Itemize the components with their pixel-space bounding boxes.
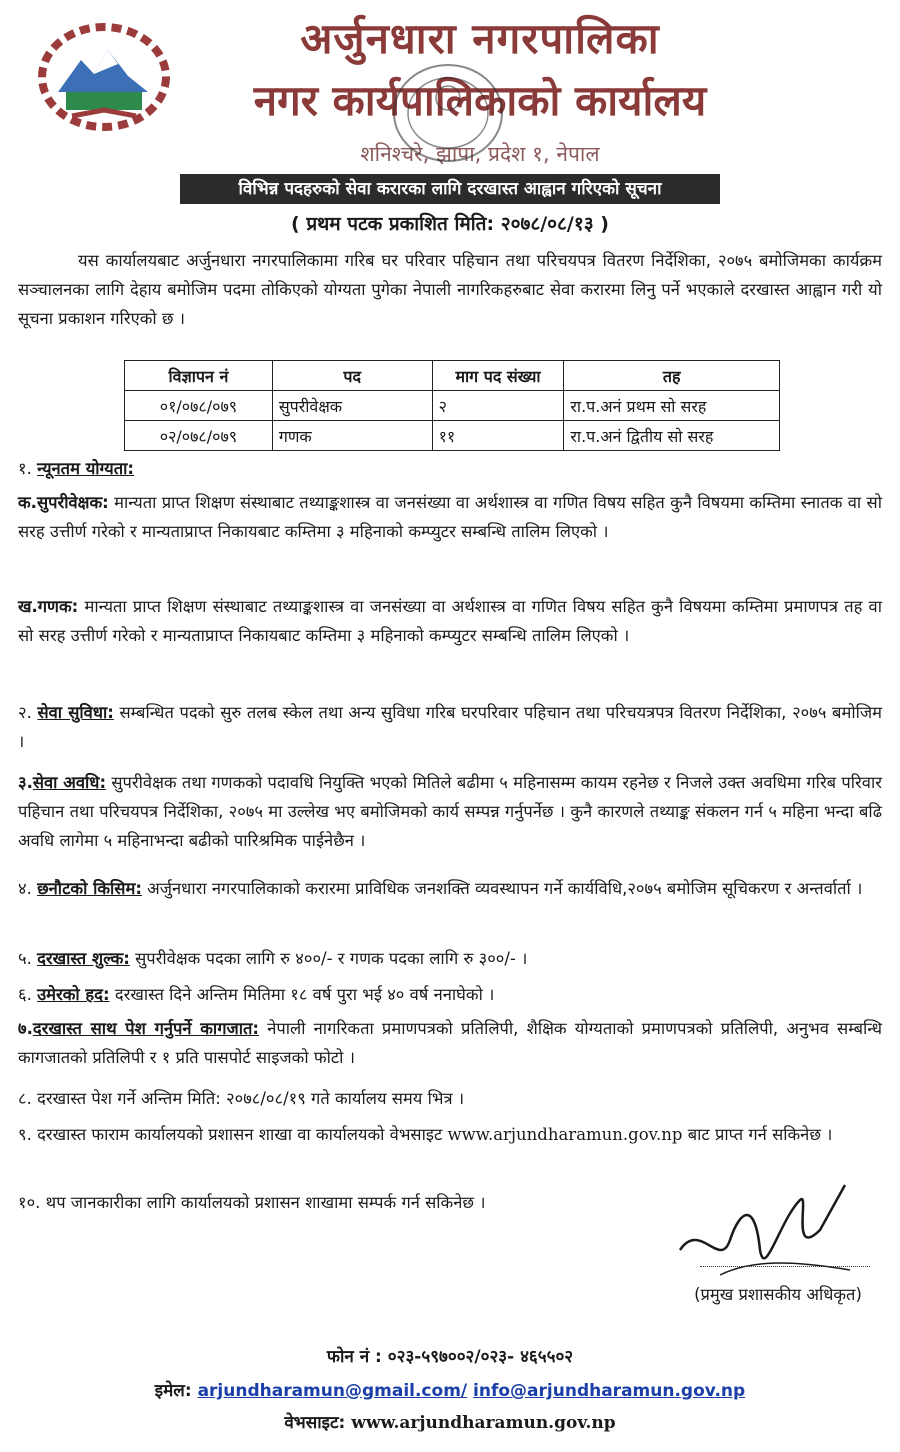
section-title: छनौटको किसिम: bbox=[37, 879, 142, 898]
section-age-limit bbox=[18, 980, 882, 1009]
section-text: सुपरीवेक्षक तथा गणकको पदावधि नियुक्ति भएको मितिले बढीमा ५ महिनासम्म कायम रहनेछ र निजले उक्त अवधिमा गरिब परिवार पहिचान तथा परिचयपत्र निर्देशिका, २०७५ मा उल्लेख भए बमोजिमको कार्य सम्पन्न गर्नुपर्नेछ । कुनै कारणले तथ्याङ्क संकलन गर्न ५ महिना भन्दा बढि अवधि लागेमा ५ महिनाभन्दा बढीको पारिश्रमिक पाईनेछैन । bbox=[18, 773, 882, 850]
section-number: ४. bbox=[18, 879, 32, 898]
section-title: न्यूनतम योग्यता: bbox=[37, 459, 135, 478]
email-link[interactable]: info@arjundharamun.gov.np bbox=[473, 1381, 746, 1401]
section-qualification-heading bbox=[18, 454, 882, 483]
signature-line bbox=[700, 1266, 870, 1267]
section-title: उमेरको हद: bbox=[37, 985, 110, 1004]
section-label: क.सुपरीवेक्षक: bbox=[18, 493, 109, 512]
email-link[interactable]: arjundharamun@gmail.com/ bbox=[197, 1381, 468, 1401]
section-deadline: ८. दरखास्त पेश गर्ने अन्तिम मिति: २०७८/०८/१९ गते कार्यालय समय भित्र । bbox=[18, 1089, 465, 1108]
section-text: सम्बन्धित पदको सुरु तलब स्केल तथा अन्य सुविधा गरिब घरपरिवार पहिचान तथा परिचयत्रपत्र वितरण निर्देशिका, २०७५ बमोजिम । bbox=[18, 703, 882, 751]
table-header-row bbox=[125, 361, 780, 391]
section-title: सेवा सुविधा: bbox=[37, 703, 114, 722]
office-name: नगर कार्यपालिकाको कार्यालय bbox=[253, 76, 707, 125]
office-address: शनिश्चरे, झापा, प्रदेश १, नेपाल bbox=[360, 142, 600, 166]
cell-post: गणक bbox=[272, 421, 432, 451]
section-text: बाट प्राप्त गर्न सकिनेछ । bbox=[687, 1125, 833, 1144]
org-name: अर्जुनधारा नगरपालिका bbox=[300, 14, 660, 63]
email-label: इमेल: bbox=[154, 1381, 192, 1401]
section-facilities bbox=[18, 698, 882, 756]
website-label: वेभसाइट: bbox=[284, 1413, 346, 1433]
section-selection bbox=[18, 874, 882, 903]
section-label: ख.गणक: bbox=[18, 597, 79, 616]
cell-count: २ bbox=[432, 391, 564, 421]
signatory-title: (प्रमुख प्रशासकीय अधिकृत) bbox=[694, 1285, 862, 1304]
section-title: दरखास्त साथ पेश गर्नुपर्ने कागजात: bbox=[32, 1019, 260, 1038]
section-qualification-supervisor bbox=[18, 488, 882, 546]
section-title: सेवा अवधि: bbox=[32, 773, 107, 792]
footer-email bbox=[0, 1378, 900, 1401]
table-row bbox=[125, 391, 780, 421]
cell-count: ११ bbox=[432, 421, 564, 451]
vacancy-table bbox=[124, 360, 780, 451]
col-header-count: माग पद संख्या bbox=[432, 361, 564, 391]
section-text: मान्यता प्राप्त शिक्षण संस्थाबाट तथ्याङ्कशास्त्र वा जनसंख्या वा अर्थशास्त्र वा गणित विषय सहित कुनै विषयमा कम्तिमा प्रमाणपत्र तह वा सो सरह उत्तीर्ण गरेको र मान्यताप्राप्त निकायबाट कम्तिमा ३ महिनाको कम्प्युटर सम्बन्धि तालिम लिएको । bbox=[18, 597, 882, 645]
section-number: ५. bbox=[18, 949, 32, 968]
section-number: ६. bbox=[18, 985, 32, 1004]
cell-ad-no: ०२/०७८/०७९ bbox=[125, 421, 273, 451]
col-header-ad-no: विज्ञापन नं bbox=[125, 361, 273, 391]
intro-paragraph: यस कार्यालयबाट अर्जुनधारा नगरपालिकामा गरिब घर परिवार पहिचान तथा परिचयपत्र वितरण निर्देशिका, २०७५ बमोजिमका कार्यक्रम सञ्चालनका लागि देहाय बमोजिम पदमा तोकिएको योग्यता पुगेका नेपाली नागरिकहरुबाट सेवा करारमा लिनु पर्ने भएकाले दरखास्त आह्वान गरी यो सूचना प्रकाशन गरिएको छ । bbox=[18, 251, 882, 328]
section-contact: १०. थप जानकारीका लागि कार्यालयको प्रशासन शाखामा सम्पर्क गर्न सकिनेछ । bbox=[18, 1193, 486, 1212]
section-fee bbox=[18, 944, 882, 973]
section-text: दरखास्त दिने अन्तिम मितिमा १८ वर्ष पुरा भई ४० वर्ष ननाघेको । bbox=[114, 985, 495, 1004]
section-form bbox=[18, 1120, 882, 1149]
section-number: ३. bbox=[18, 773, 33, 792]
section-text: सुपरीवेक्षक पदका लागि रु ४००/- र गणक पदका लागि रु ३००/- । bbox=[135, 949, 528, 968]
website-link[interactable]: www.arjundharamun.gov.np bbox=[351, 1413, 616, 1433]
published-date: ( प्रथम पटक प्रकाशित मिति: २०७८/०८/१३ ) bbox=[291, 213, 609, 235]
table-row bbox=[125, 421, 780, 451]
office-seal-icon bbox=[388, 58, 508, 168]
website-link[interactable]: www.arjundharamun.gov.np bbox=[447, 1125, 683, 1144]
nepal-emblem-icon bbox=[36, 22, 172, 132]
section-title: दरखास्त शुल्क: bbox=[37, 949, 130, 968]
section-text: मान्यता प्राप्त शिक्षण संस्थाबाट तथ्याङ्कशास्त्र वा जनसंख्या वा अर्थशास्त्र वा गणित विषय सहित कुनै विषयमा कम्तिमा स्नातक वा सो सरह उत्तीर्ण गरेको र मान्यताप्राप्त निकायबाट कम्तिमा ३ महिनाको कम्प्युटर सम्बन्धि तालिम लिएको । bbox=[18, 493, 882, 541]
notice-title: विभिन्न पदहरुको सेवा करारका लागि दरखास्त आह्वान गरिएको सूचना bbox=[180, 174, 720, 204]
cell-ad-no: ०१/०७८/०७९ bbox=[125, 391, 273, 421]
cell-post: सुपरीवेक्षक bbox=[272, 391, 432, 421]
cell-level: रा.प.अनं प्रथम सो सरह bbox=[564, 391, 780, 421]
footer-website bbox=[0, 1410, 900, 1433]
footer-phone: फोन नं : ०२३-५९७००२/०२३- ४६५५०२ bbox=[326, 1347, 574, 1367]
section-number: २. bbox=[18, 703, 32, 722]
col-header-post: पद bbox=[272, 361, 432, 391]
section-duration bbox=[18, 768, 882, 855]
col-header-level: तह bbox=[564, 361, 780, 391]
section-number: ७. bbox=[18, 1019, 33, 1038]
section-documents bbox=[18, 1014, 882, 1072]
section-text: नेपाली नागरिकता प्रमाणपत्रको प्रतिलिपी, शैक्षिक योग्यताको प्रमाणपत्रको प्रतिलिपी, अनुभव सम्बन्धि कागजातको प्रतिलिपी र १ प्रति पासपोर्ट साइजको फोटो । bbox=[18, 1019, 882, 1067]
section-text: अर्जुनधारा नगरपालिकाको करारमा प्राविधिक जनशक्ति व्यवस्थापन गर्ने कार्यविधि,२०७५ बमोजिम सूचिकरण र अन्तर्वार्ता । bbox=[147, 879, 863, 898]
section-text: ९. दरखास्त फाराम कार्यालयको प्रशासन शाखा वा कार्यालयको वेभसाइट bbox=[18, 1125, 443, 1144]
section-number: १. bbox=[18, 459, 32, 478]
cell-level: रा.प.अनं द्वितीय सो सरह bbox=[564, 421, 780, 451]
section-qualification-enumerator bbox=[18, 592, 882, 650]
